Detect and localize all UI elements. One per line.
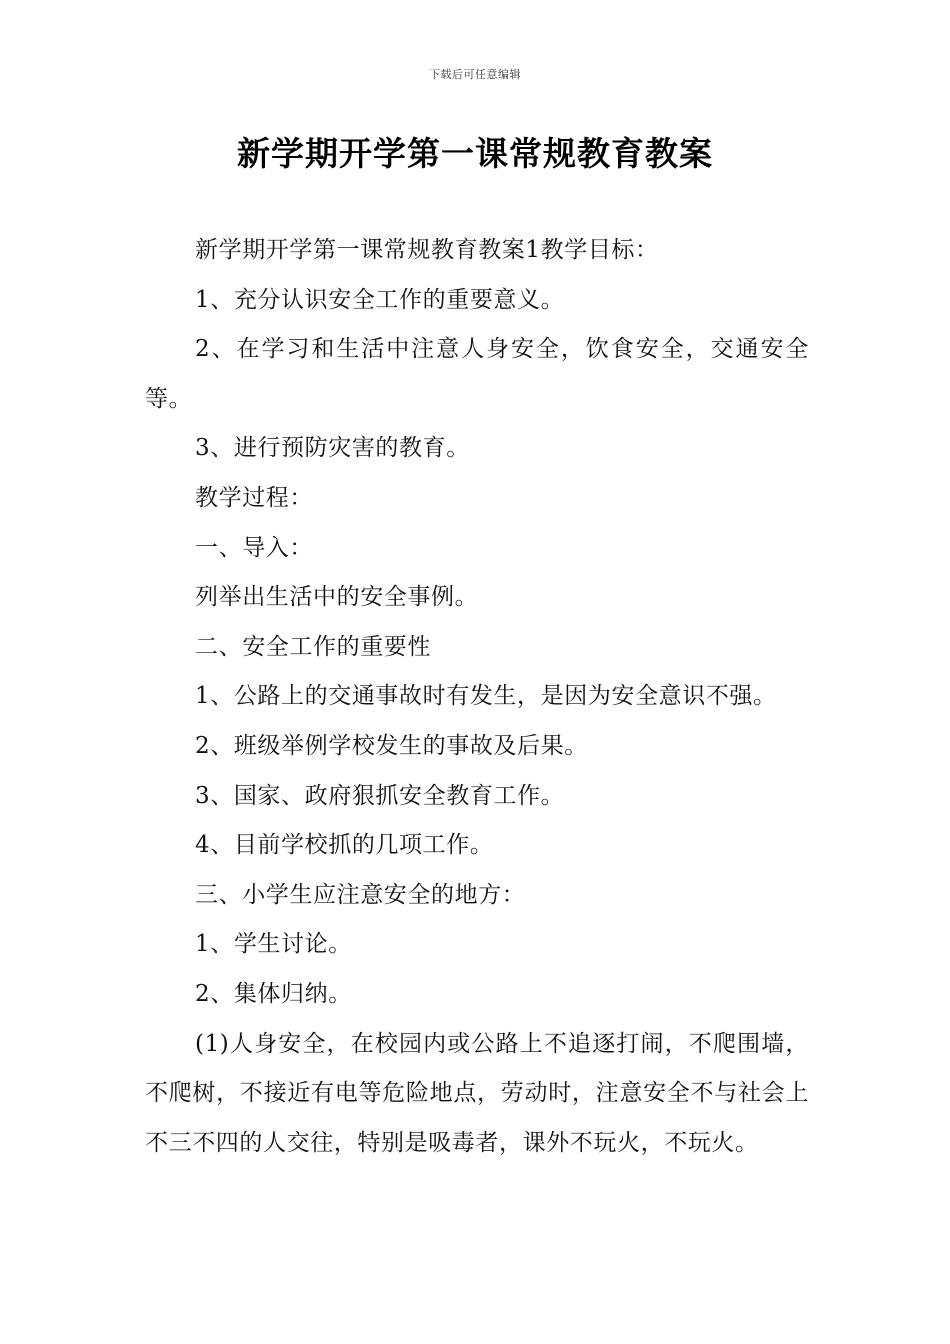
paragraph-section-2-item-2: 2、班级举例学校发生的事故及后果。 (195, 732, 588, 759)
paragraph-section-2-item-1: 1、公路上的交通事故时有发生，是因为安全意识不强。 (195, 683, 777, 710)
paragraph-section-1-heading: 一、导入： (195, 534, 313, 561)
paragraph-goal-2: 2、在学习和生活中注意人身安全，饮食安全，交通安全等。 (145, 336, 809, 412)
paragraph-section-3-item-1: 1、学生讨论。 (195, 931, 352, 958)
header-note: 下载后可任意编辑 (429, 68, 521, 81)
paragraph-goal-3: 3、进行预防灾害的教育。 (195, 435, 470, 462)
paragraph-process-heading: 教学过程： (195, 484, 313, 511)
document-title: 新学期开学第一课常规教育教案 (237, 134, 713, 173)
paragraph-section-3-heading: 三、小学生应注意安全的地方： (195, 881, 526, 908)
paragraph-section-2-heading: 二、安全工作的重要性 (195, 633, 431, 660)
document-body (145, 226, 809, 1168)
paragraph-section-1-content: 列举出生活中的安全事例。 (195, 584, 479, 611)
paragraph-section-2-item-4: 4、目前学校抓的几项工作。 (195, 832, 494, 859)
paragraph-personal-safety: (1)人身安全，在校园内或公路上不追逐打闹，不爬围墙，不爬树，不接近有电等危险地点，劳动时，注意安全不与社会上不三不四的人交往，特别是吸毒者，课外不玩火，不玩火。 (145, 1030, 809, 1156)
paragraph-goal-1: 1、充分认识安全工作的重要意义。 (195, 286, 565, 313)
paragraph-intro: 新学期开学第一课常规教育教案1教学目标： (195, 237, 659, 263)
paragraph-section-3-item-2: 2、集体归纳。 (195, 980, 352, 1007)
paragraph-section-2-item-3: 3、国家、政府狠抓安全教育工作。 (195, 782, 565, 809)
